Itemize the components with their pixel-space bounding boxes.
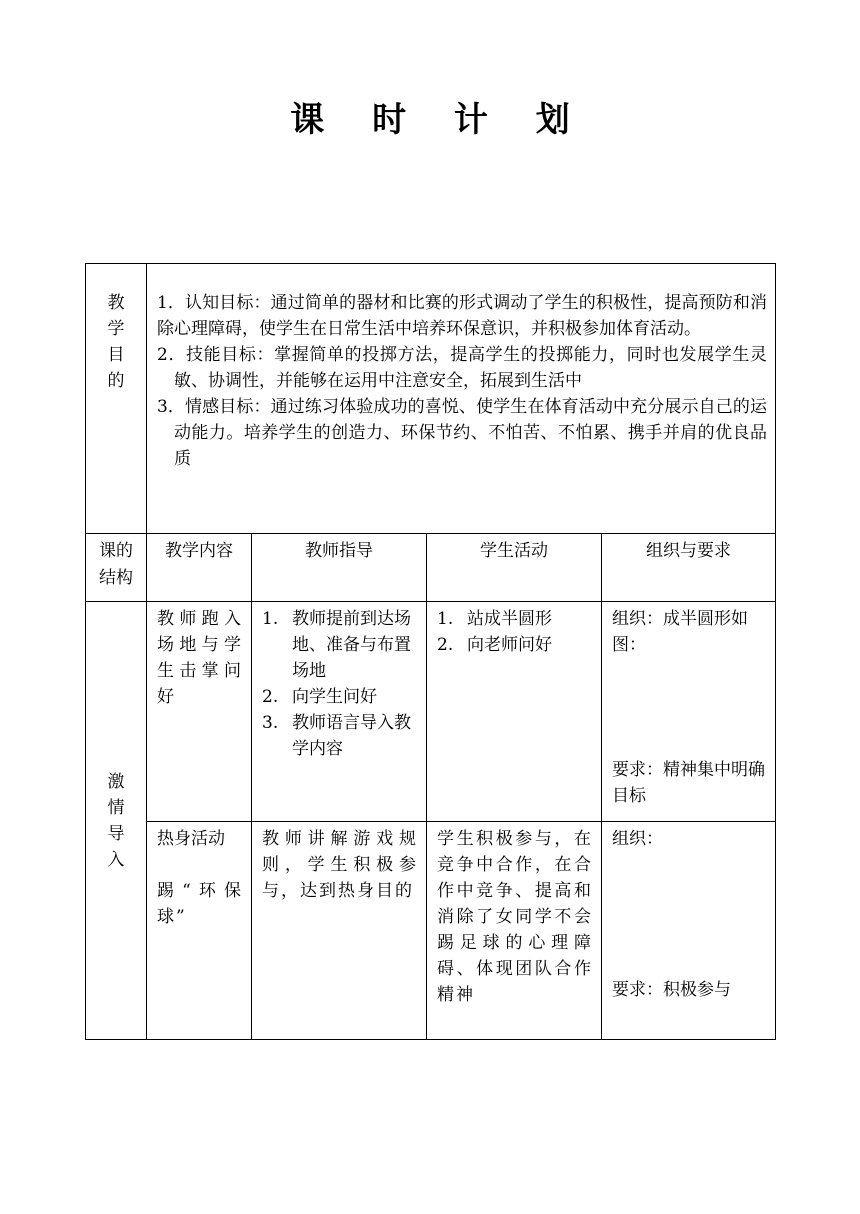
row1-content: 教师跑入场地与学生击掌问好	[147, 602, 252, 822]
goal-item-skill: 2．技能目标：掌握简单的投掷方法，提高学生的投掷能力，同时也发展学生灵敏、协调性，并能够在运用中注意安全，拓展到生活中	[157, 345, 768, 391]
row2-organization-cell	[602, 822, 776, 1040]
header-student: 学生活动	[427, 534, 602, 602]
page-title: 课 时 计 划	[290, 100, 588, 140]
section-label: 激情导入	[107, 771, 125, 870]
goal-row	[86, 264, 776, 534]
goal-label-cell	[86, 264, 147, 534]
header-structure-line2: 结构	[99, 568, 133, 588]
row2-content-line2: 踢“环保球”	[157, 881, 243, 927]
header-teacher: 教师指导	[252, 534, 427, 602]
row1-teacher-cell	[252, 602, 427, 822]
row2-organization-text: 组织：	[612, 829, 663, 849]
row1-student-list	[427, 602, 601, 658]
row2-content-line1: 热身活动	[157, 829, 225, 849]
header-structure-cell	[86, 534, 147, 602]
row1-organization-text: 组织：成半圆形如图：	[612, 609, 748, 655]
header-organization: 组织与要求	[602, 534, 776, 602]
list-item: 1. 教师提前到达场地、准备与布置场地	[262, 609, 411, 681]
goal-label: 教学目的	[107, 293, 125, 391]
section-label-cell	[86, 602, 147, 1040]
row2-student: 学生积极参与，在竞争中合作，在合作中竞争、提高和消除了女同学不会踢足球的心理障碍、体现团队合作精神	[427, 822, 602, 1040]
list-item: 2. 向学生问好	[262, 687, 377, 707]
row1-requirement-text: 要求：精神集中明确目标	[612, 760, 765, 806]
list-item: 2. 向老师问好	[437, 635, 552, 655]
goal-item-cognitive: 1．认知目标：通过简单的器材和比赛的形式调动了学生的积极性，提高预防和消除心理障碍，使学生在日常生活中培养环保意识，并积极参加体育活动。	[157, 293, 768, 339]
row2-requirement-text: 要求：积极参与	[612, 980, 731, 1000]
row1-student-cell	[427, 602, 602, 822]
row2-content-cell	[147, 822, 252, 1040]
row2-teacher: 教师讲解游戏规则，学生积极参与，达到热身目的	[252, 822, 427, 1040]
header-structure-line1: 课的	[99, 541, 133, 561]
header-content: 教学内容	[147, 534, 252, 602]
row1-teacher-list	[252, 602, 426, 762]
header-row	[86, 534, 776, 602]
lesson-plan-table	[85, 263, 776, 1040]
goal-item-emotion: 3．情感目标：通过练习体验成功的喜悦、使学生在体育活动中充分展示自己的运动能力。培养学生的创造力、环保节约、不怕苦、不怕累、携手并肩的优良品质	[157, 397, 768, 469]
list-item: 1. 站成半圆形	[437, 609, 552, 629]
table-row	[86, 602, 776, 822]
list-item: 3. 教师语言导入教学内容	[262, 713, 411, 759]
row1-organization-cell	[602, 602, 776, 822]
goal-content-cell	[147, 264, 776, 534]
table-row	[86, 822, 776, 1040]
